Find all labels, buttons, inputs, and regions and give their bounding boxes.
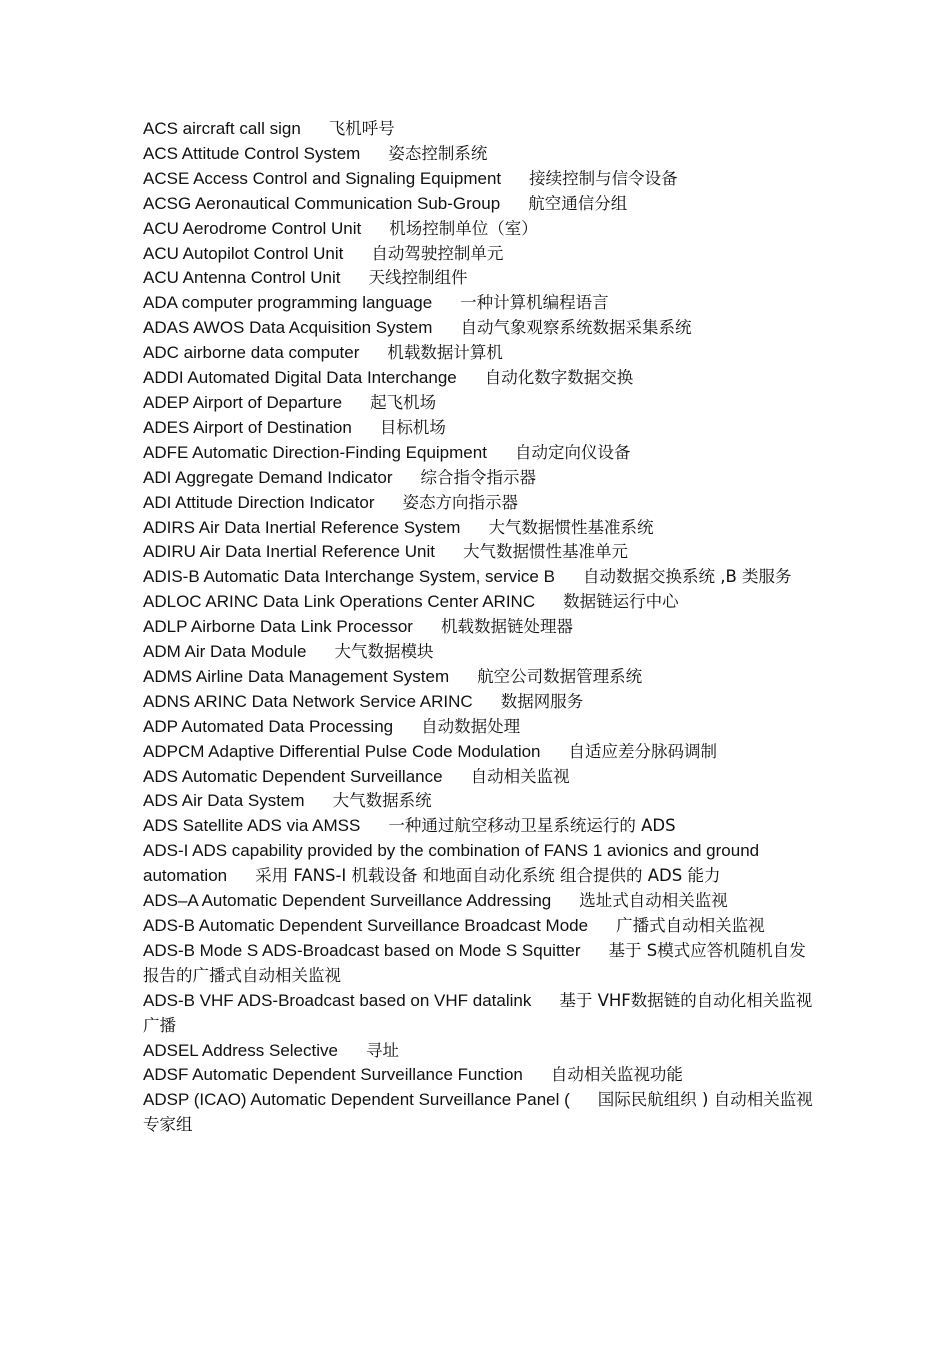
entry-term: ADS-B Automatic Dependent Surveillance Broadcast Mode xyxy=(143,916,589,935)
glossary-entry xyxy=(143,167,819,192)
entry-translation: 选址式自动相关监视 xyxy=(579,891,728,911)
entry-term: ADES Airport of Destination xyxy=(143,417,352,437)
glossary-entry xyxy=(143,341,819,366)
glossary-entry xyxy=(143,192,819,217)
entry-translation: 自动相关监视功能 xyxy=(550,1065,683,1085)
glossary-entry xyxy=(143,565,819,590)
glossary-entry xyxy=(143,839,819,889)
entry-translation: 国际民航组织 ) 自动相关监视专家组 xyxy=(143,1090,813,1135)
entry-translation: 机载数据链处理器 xyxy=(440,617,573,637)
entry-term: ACS Attitude Control System xyxy=(143,143,361,163)
glossary-entry xyxy=(143,789,819,814)
entry-term: ADSF Automatic Dependent Surveillance Function xyxy=(143,1065,523,1085)
glossary-entry xyxy=(143,491,819,516)
glossary-entry xyxy=(143,665,819,690)
entry-translation: 基于 VHF数据链的自动化相关监视广播 xyxy=(143,990,813,1035)
entry-translation: 姿态方向指示器 xyxy=(402,492,519,512)
entry-translation: 综合指令指示器 xyxy=(420,467,536,487)
glossary-entry xyxy=(143,765,819,790)
entry-translation: 大气数据模块 xyxy=(334,642,434,662)
glossary-entry xyxy=(143,441,819,466)
entry-translation: 自动气象观察系统数据采集系统 xyxy=(460,318,692,338)
entry-translation: 起飞机场 xyxy=(370,392,437,412)
entry-term: ADMS Airline Data Management System xyxy=(143,666,450,686)
entry-term: ADP Automated Data Processing xyxy=(143,716,394,736)
entry-translation: 一种计算机编程语言 xyxy=(460,293,609,313)
glossary-entry xyxy=(143,715,819,740)
entry-translation: 采用 FANS-I 机载设备 和地面自动化系统 组合提供的 ADS 能力 xyxy=(255,866,721,886)
entry-term: ADSEL Address Selective xyxy=(143,1040,338,1060)
entry-term: ADNS ARINC Data Network Service ARINC xyxy=(143,691,473,711)
glossary-entry xyxy=(143,1039,819,1064)
glossary-entry xyxy=(143,914,819,939)
entry-translation: 自动数据交换系统 ,B 类服务 xyxy=(582,567,792,587)
entry-term: ADI Attitude Direction Indicator xyxy=(143,492,375,512)
entry-translation: 自动定向仪设备 xyxy=(514,442,631,462)
glossary-entry xyxy=(143,814,819,839)
entry-term: ADIRS Air Data Inertial Reference System xyxy=(143,517,461,537)
entry-translation: 自动化数字数据交换 xyxy=(484,368,634,388)
entry-translation: 数据链运行中心 xyxy=(563,592,679,612)
entry-term: ACU Autopilot Control Unit xyxy=(143,243,344,263)
entry-term: ADDI Automated Digital Data Interchange xyxy=(143,368,457,388)
glossary-entry xyxy=(143,1063,819,1088)
entry-term: ADS Air Data System xyxy=(143,791,305,811)
glossary-entry xyxy=(143,391,819,416)
entry-term: ADFE Automatic Direction-Finding Equipment xyxy=(143,442,487,462)
glossary-entry xyxy=(143,640,819,665)
entry-translation: 数据网服务 xyxy=(500,691,584,711)
glossary-entry xyxy=(143,690,819,715)
entry-term: ACS aircraft call sign xyxy=(143,119,301,138)
glossary-entry xyxy=(143,466,819,491)
entry-translation: 大气数据惯性基准系统 xyxy=(488,517,654,537)
entry-term: ADIS-B Automatic Data Interchange System, service B xyxy=(143,567,555,587)
entry-term: ADS Satellite ADS via AMSS xyxy=(143,816,361,836)
entry-term: ADLP Airborne Data Link Processor xyxy=(143,617,413,637)
glossary-entry xyxy=(143,1088,819,1138)
entry-term: ADEP Airport of Departure xyxy=(143,392,343,412)
entry-term: ADS-B Mode S ADS-Broadcast based on Mode S Squitter xyxy=(143,940,581,960)
entry-term: ADS-I ADS capability provided by the combination of FANS 1 avionics and ground automation xyxy=(143,841,760,886)
entry-translation: 飞机呼号 xyxy=(328,119,395,138)
entry-translation: 自动数据处理 xyxy=(421,716,521,736)
entry-translation: 一种通过航空移动卫星系统运行的 ADS xyxy=(388,816,676,836)
glossary-list xyxy=(143,117,819,1138)
entry-term: ADI Aggregate Demand Indicator xyxy=(143,467,393,487)
glossary-entry xyxy=(143,939,819,989)
glossary-entry xyxy=(143,989,819,1039)
entry-translation: 自动相关监视 xyxy=(470,766,570,786)
entry-translation: 机场控制单位（室） xyxy=(389,218,538,238)
glossary-entry xyxy=(143,540,819,565)
glossary-entry xyxy=(143,889,819,914)
entry-term: ACSG Aeronautical Communication Sub-Group xyxy=(143,193,501,213)
entry-translation: 姿态控制系统 xyxy=(388,143,488,163)
glossary-entry xyxy=(143,366,819,391)
glossary-entry xyxy=(143,316,819,341)
entry-term: ADC airborne data computer xyxy=(143,343,360,363)
glossary-entry xyxy=(143,242,819,267)
glossary-entry xyxy=(143,266,819,291)
entry-translation: 寻址 xyxy=(365,1040,399,1060)
entry-translation: 目标机场 xyxy=(379,417,446,437)
entry-term: ADS-B VHF ADS-Broadcast based on VHF datalink xyxy=(143,990,532,1010)
entry-translation: 航空公司数据管理系统 xyxy=(477,666,643,686)
entry-translation: 基于 S模式应答机随机自发报告的广播式自动相关监视 xyxy=(143,940,806,985)
entry-term: ADLOC ARINC Data Link Operations Center ARINC xyxy=(143,592,536,612)
glossary-entry xyxy=(143,516,819,541)
glossary-entry xyxy=(143,615,819,640)
entry-term: ADAS AWOS Data Acquisition System xyxy=(143,318,433,338)
entry-term: ADIRU Air Data Inertial Reference Unit xyxy=(143,542,435,562)
glossary-entry xyxy=(143,217,819,242)
glossary-entry xyxy=(143,416,819,441)
entry-translation: 自动驾驶控制单元 xyxy=(371,243,504,263)
glossary-entry xyxy=(143,740,819,765)
entry-translation: 机载数据计算机 xyxy=(387,343,503,363)
entry-term: ADS–A Automatic Dependent Surveillance Addressing xyxy=(143,891,552,911)
entry-term: ADPCM Adaptive Differential Pulse Code Modulation xyxy=(143,741,541,761)
glossary-entry xyxy=(143,590,819,615)
entry-term: ADA computer programming language xyxy=(143,293,433,313)
entry-translation: 大气数据系统 xyxy=(332,791,432,811)
entry-translation: 接续控制与信令设备 xyxy=(529,168,678,188)
entry-translation: 广播式自动相关监视 xyxy=(616,916,765,935)
entry-term: ADS Automatic Dependent Surveillance xyxy=(143,766,443,786)
entry-term: ADM Air Data Module xyxy=(143,642,307,662)
entry-translation: 自适应差分脉码调制 xyxy=(568,741,718,761)
entry-translation: 航空通信分组 xyxy=(528,193,628,213)
entry-translation: 天线控制组件 xyxy=(368,268,468,288)
entry-translation: 大气数据惯性基准单元 xyxy=(462,542,628,562)
entry-term: ACU Antenna Control Unit xyxy=(143,268,341,288)
glossary-entry xyxy=(143,117,819,142)
entry-term: ADSP (ICAO) Automatic Dependent Surveillance Panel ( xyxy=(143,1090,570,1110)
glossary-entry xyxy=(143,291,819,316)
glossary-entry xyxy=(143,142,819,167)
entry-term: ACSE Access Control and Signaling Equipment xyxy=(143,168,502,188)
entry-term: ACU Aerodrome Control Unit xyxy=(143,218,362,238)
